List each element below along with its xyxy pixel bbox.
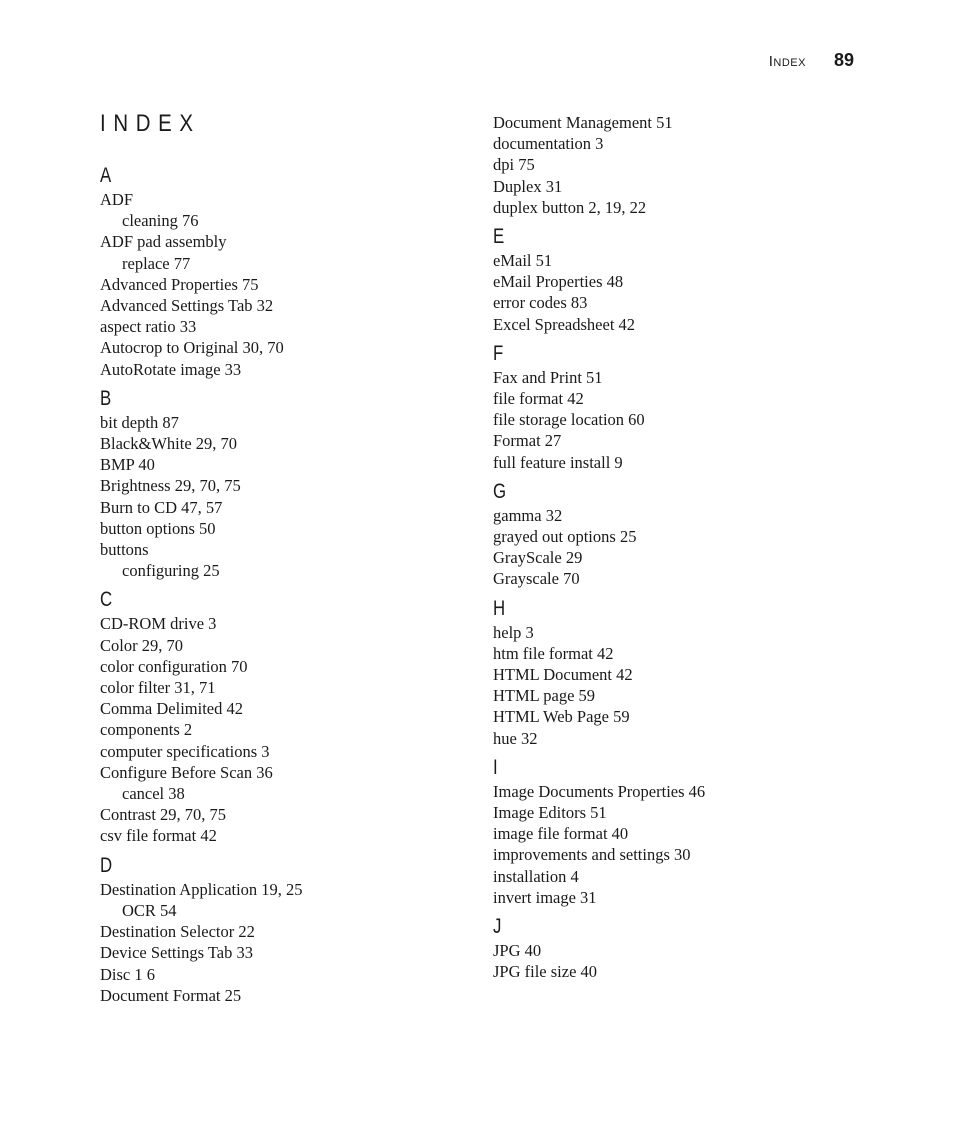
index-section (493, 596, 863, 749)
index-entry: Black&White 29, 70 (100, 434, 238, 454)
index-entry: help 3 (493, 622, 534, 642)
index-entry: BMP 40 (100, 455, 155, 475)
index-entry: Image Documents Properties 46 (493, 781, 706, 801)
index-entry: Grayscale 70 (493, 569, 580, 589)
index-entry: documentation 3 (493, 134, 604, 154)
index-entry: Advanced Settings Tab 32 (100, 296, 274, 316)
index-entry: eMail Properties 48 (493, 272, 624, 292)
index-entry: aspect ratio 33 (100, 317, 197, 337)
index-entry: file storage location 60 (493, 410, 645, 430)
index-entry: color configuration 70 (100, 656, 248, 676)
index-entry: Excel Spreadsheet 42 (493, 314, 636, 334)
index-entry: Advanced Properties 75 (100, 274, 259, 294)
section-letter: F (493, 341, 504, 365)
index-section (493, 914, 863, 982)
index-entry: JPG 40 (493, 941, 542, 961)
index-column-left (100, 163, 470, 1012)
index-entry: computer specifications 3 (100, 741, 270, 761)
index-entry: duplex button 2, 19, 22 (493, 197, 647, 217)
index-entry: color filter 31, 71 (100, 678, 216, 698)
index-entry: JPG file size 40 (493, 962, 598, 982)
index-entry: improvements and settings 30 (493, 845, 691, 865)
index-section (100, 853, 470, 1006)
index-entry: dpi 75 (493, 155, 535, 175)
index-entry: Brightness 29, 70, 75 (100, 476, 241, 496)
index-entry: Document Format 25 (100, 985, 242, 1005)
index-entry: Destination Selector 22 (100, 922, 255, 942)
section-letter: D (100, 853, 113, 877)
index-entry: Document Management 51 (493, 113, 673, 132)
index-entry: htm file format 42 (493, 643, 614, 663)
index-entry: csv file format 42 (100, 826, 217, 846)
index-entry: error codes 83 (493, 293, 588, 313)
page-number: 89 (833, 50, 854, 70)
index-subentry: cancel 38 (122, 784, 185, 804)
index-entry: Duplex 31 (493, 176, 563, 196)
index-entry: Burn to CD 47, 57 (100, 497, 223, 517)
index-entry: full feature install 9 (493, 452, 623, 472)
index-entry: Autocrop to Original 30, 70 (100, 338, 284, 358)
index-section (493, 755, 863, 908)
index-entry: installation 4 (493, 866, 579, 886)
index-entry: GrayScale 29 (493, 548, 583, 568)
index-entry: Contrast 29, 70, 75 (100, 805, 227, 825)
index-section (100, 386, 470, 582)
index-section (100, 163, 470, 380)
section-letter: G (493, 479, 507, 503)
index-section (493, 341, 863, 473)
index-title: INDEX (100, 110, 201, 137)
section-letter: C (100, 588, 113, 612)
section-letter: J (493, 915, 502, 939)
index-entry: HTML Web Page 59 (493, 707, 630, 727)
section-letter: A (100, 164, 112, 187)
index-entry: Disc 1 6 (100, 964, 155, 984)
section-letter: I (493, 755, 498, 779)
index-entry: eMail 51 (493, 251, 553, 271)
index-entry: buttons (100, 540, 149, 560)
index-entry: HTML Document 42 (493, 665, 633, 685)
index-column-right (493, 112, 863, 989)
section-letter: H (493, 596, 506, 620)
index-entry: button options 50 (100, 518, 216, 538)
index-entry: Format 27 (493, 431, 562, 451)
index-section (100, 587, 470, 846)
index-entry: Destination Application 19, 25 (100, 879, 303, 899)
index-entry: components 2 (100, 720, 193, 740)
index-entry: ADF (100, 190, 134, 209)
index-subentry: configuring 25 (122, 561, 220, 581)
index-subentry: replace 77 (122, 253, 191, 273)
index-subentry: cleaning 76 (122, 211, 199, 231)
index-entry: Image Editors 51 (493, 803, 607, 823)
index-entry: ADF pad assembly (100, 232, 227, 252)
index-entry: invert image 31 (493, 887, 597, 907)
index-entry: Fax and Print 51 (493, 367, 603, 387)
header-section-title: Index (768, 53, 806, 70)
index-entry: Comma Delimited 42 (100, 699, 243, 719)
index-entry: hue 32 (493, 728, 538, 748)
index-subentry: OCR 54 (122, 900, 177, 920)
index-entry: gamma 32 (493, 505, 563, 525)
index-entry: Device Settings Tab 33 (100, 943, 253, 963)
index-entry: image file format 40 (493, 824, 629, 844)
index-section (493, 112, 863, 218)
index-section (493, 224, 863, 335)
index-entry: AutoRotate image 33 (100, 359, 242, 379)
page-header (769, 50, 854, 71)
index-entry: Color 29, 70 (100, 635, 183, 655)
index-entry: Configure Before Scan 36 (100, 762, 273, 782)
index-entry: CD-ROM drive 3 (100, 614, 217, 634)
index-section (493, 479, 863, 590)
index-entry: grayed out options 25 (493, 527, 637, 547)
index-entry: bit depth 87 (100, 412, 179, 432)
section-letter: E (493, 225, 505, 249)
section-letter: B (100, 386, 112, 410)
index-entry: file format 42 (493, 389, 584, 409)
index-entry: HTML page 59 (493, 686, 596, 706)
